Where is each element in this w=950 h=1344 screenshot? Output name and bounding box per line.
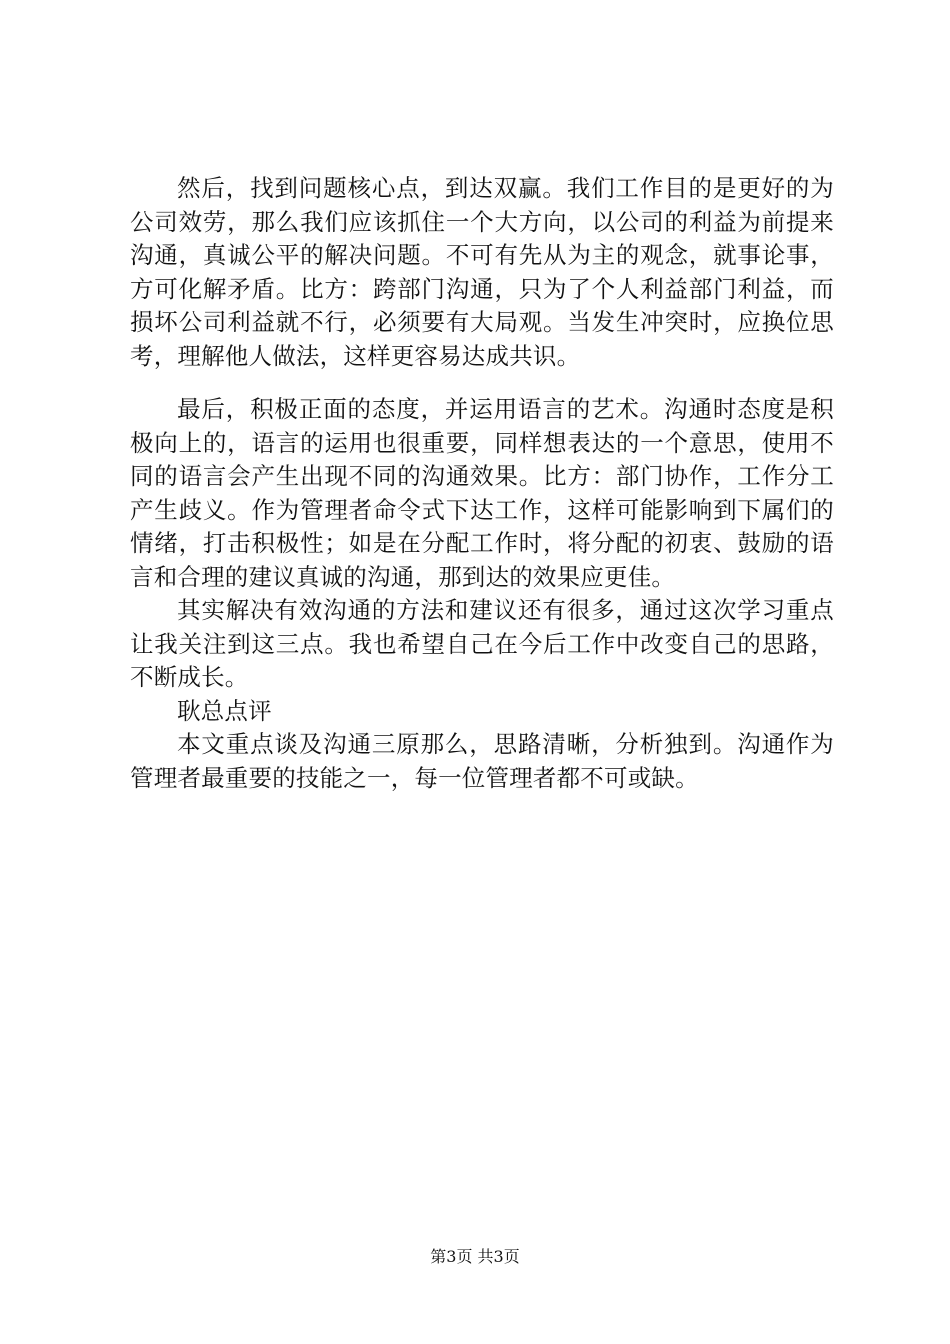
page-number-footer: 第3页 共3页 [430,1247,520,1266]
review-heading: 耿总点评 [177,696,272,725]
review-comment: 本文重点谈及沟通三原那么，思路清晰，分析独到。沟通作为管理者最重要的技能之一，每一位管理者都不可或缺。 [130,730,834,792]
paragraph-positive-attitude: 最后，积极正面的态度，并运用语言的艺术。沟通时态度是积极向上的，语言的运用也很重要，同样想表达的一个意思，使用不同的语言会产生出现不同的沟通效果。比方：部门协作，工作分工产生歧义。作为管理者命令式下达工作，这样可能影响到下属们的情绪，打击积极性；如是在分配工作时，将分配的初衷、鼓励的语言和合理的建议真诚的沟通，那到达的效果应更佳。 [130,395,834,591]
document-body [130,172,834,795]
paragraph-resolve-core-issue: 然后，找到问题核心点，到达双赢。我们工作目的是更好的为公司效劳，那么我们应该抓住一个大方向，以公司的利益为前提来沟通，真诚公平的解决问题。不可有先从为主的观念，就事论事，方可化解矛盾。比方：跨部门沟通，只为了个人利益部门利益，而损坏公司利益就不行，必须要有大局观。当发生冲突时，应换位思考，理解他人做法，这样更容易达成共识。 [130,174,834,370]
paragraph-conclusion: 其实解决有效沟通的方法和建议还有很多，通过这次学习重点让我关注到这三点。我也希望自己在今后工作中改变自己的思路，不断成长。 [130,596,834,691]
